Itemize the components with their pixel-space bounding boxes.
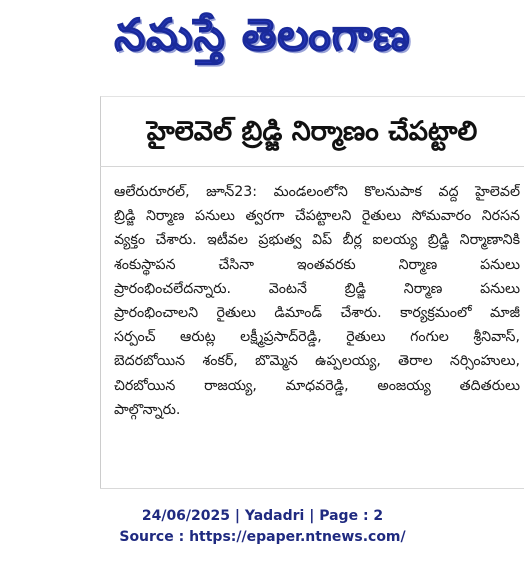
article-headline: హైలెవెల్ బ్రిడ్జి నిర్మాణం చేపట్టాలి	[146, 116, 478, 147]
article-line: సర్పంచ్ ఆరుట్ల లక్ష్మీప్రసాద్‌రెడ్డి, రైతులు గంగుల శ్రీనివాస్,	[114, 329, 520, 346]
article-line: బెదరబోయిన శంకర్, బొమ్మెన ఉప్పలయ్య, తెరాల నర్సింహులు,	[114, 353, 520, 370]
article-line: ఆలేరురూరల్, జూన్23: మండలంలోని కొలనుపాక వద్ద హైలెవల్	[114, 184, 520, 200]
article-line: ప్రారంభించాలని రైతులు డిమాండ్ చేశారు. కార్యక్రమంలో మాజీ	[114, 304, 520, 321]
article-body	[114, 180, 520, 422]
article-line: వ్యక్తం చేశారు. ఇటీవల ప్రభుత్వ విప్ బీర్ల ఐలయ్య బ్రిడ్జి నిర్మాణానికి	[114, 232, 520, 249]
article-line: చిరబోయిన రాజయ్య, మాధవరెడ్డి, అంజయ్య తదితరులు	[114, 377, 520, 394]
article-line: బ్రిడ్జి నిర్మాణ పనులు త్వరగా చేపట్టాలని రైతులు సోమవారం నిరసన	[114, 208, 520, 225]
newspaper-masthead	[0, 0, 525, 78]
publication-footer	[0, 506, 525, 548]
source-link[interactable]: Source : https://epaper.ntnews.com/	[119, 529, 406, 545]
masthead-title: నమస్తే తెలంగాణ	[114, 10, 411, 61]
edition-info: 24/06/2025 | Yadadri | Page : 2	[141, 508, 384, 524]
article-line: శంకుస్థాపన చేసినా ఇంతవరకు నిర్మాణ పనులు	[114, 256, 520, 273]
article-line: పాల్గొన్నారు.	[114, 401, 181, 418]
headline-divider	[100, 166, 524, 167]
clipping-bottom-divider	[100, 488, 524, 489]
article-line: ప్రారంభించలేదన్నారు. వెంటనే బ్రిడ్జి నిర్మాణ పనులు	[114, 280, 520, 297]
